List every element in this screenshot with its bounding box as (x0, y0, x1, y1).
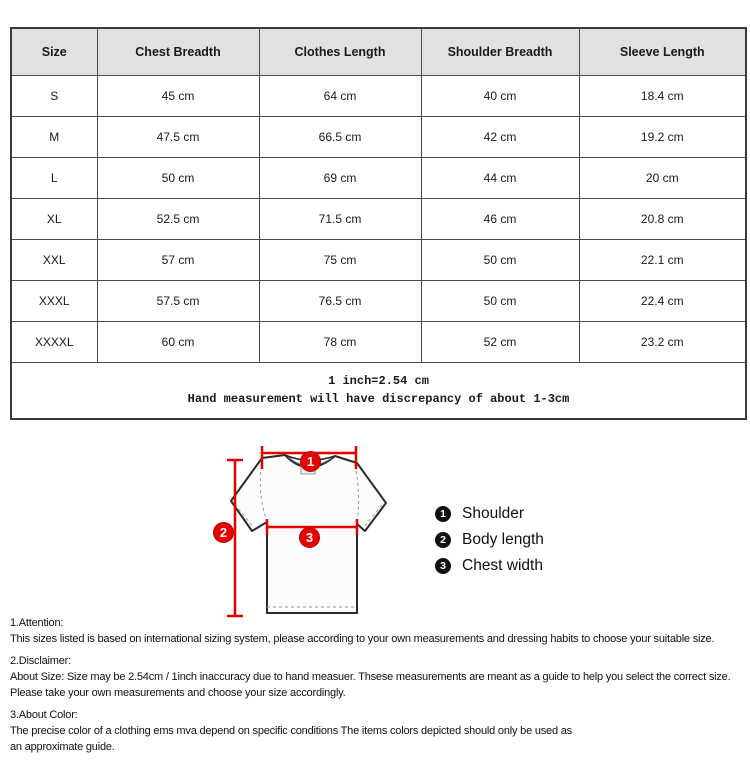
legend-item-chest-width (435, 557, 544, 575)
length-cell: 75 cm (259, 239, 421, 280)
legend-label-chest-width: Chest width (462, 557, 543, 574)
header-chest-breadth: Chest Breadth (97, 28, 259, 75)
measurement-legend (435, 505, 544, 583)
chest-cell: 52.5 cm (97, 198, 259, 239)
size-cell: XXXXL (11, 321, 97, 362)
shoulder-cell: 52 cm (421, 321, 579, 362)
table-row-m (11, 116, 746, 157)
sleeve-cell: 22.4 cm (579, 280, 746, 321)
marker-body-length: 2 (213, 522, 234, 543)
table-note-cell (11, 362, 746, 419)
chest-cell: 50 cm (97, 157, 259, 198)
size-cell: M (11, 116, 97, 157)
legend-item-shoulder (435, 505, 544, 523)
measurement-discrepancy-note: Hand measurement will have discrepancy of about 1-3cm (187, 392, 570, 407)
header-clothes-length: Clothes Length (259, 28, 421, 75)
sleeve-cell: 20 cm (579, 157, 746, 198)
attention-title: 1.Attention: (10, 617, 64, 629)
legend-bullet-3-icon: 3 (435, 558, 451, 574)
table-row-xxl (11, 239, 746, 280)
size-cell: S (11, 75, 97, 116)
length-cell: 69 cm (259, 157, 421, 198)
disclaimer-block (10, 653, 748, 701)
chest-cell: 57.5 cm (97, 280, 259, 321)
disclaimer-body-2: Please take your own measurements and choose your size accordingly. (10, 687, 346, 699)
about-color-body-1: The precise color of a clothing ems mva depend on specific conditions The items colors depicted should only be used as (10, 725, 572, 737)
shoulder-cell: 50 cm (421, 239, 579, 280)
size-cell: XXXL (11, 280, 97, 321)
table-row-xxxxl (11, 321, 746, 362)
length-cell: 64 cm (259, 75, 421, 116)
legend-bullet-2-icon: 2 (435, 532, 451, 548)
shoulder-cell: 44 cm (421, 157, 579, 198)
notes-section (10, 615, 748, 761)
about-color-body-2: an approximate guide. (10, 741, 115, 753)
sleeve-cell: 18.4 cm (579, 75, 746, 116)
marker-shoulder: 1 (300, 451, 321, 472)
size-cell: L (11, 157, 97, 198)
size-table (10, 27, 747, 420)
table-row-xl (11, 198, 746, 239)
header-size: Size (11, 28, 97, 75)
legend-bullet-1-icon: 1 (435, 506, 451, 522)
header-shoulder-breadth: Shoulder Breadth (421, 28, 579, 75)
header-sleeve-length: Sleeve Length (579, 28, 746, 75)
legend-label-body-length: Body length (462, 531, 544, 548)
table-row-xxxl (11, 280, 746, 321)
sleeve-cell: 22.1 cm (579, 239, 746, 280)
length-cell: 76.5 cm (259, 280, 421, 321)
legend-item-body-length (435, 531, 544, 549)
table-row-s (11, 75, 746, 116)
shoulder-cell: 40 cm (421, 75, 579, 116)
about-color-block (10, 707, 748, 755)
sleeve-cell: 19.2 cm (579, 116, 746, 157)
disclaimer-body-1: About Size: Size may be 2.54cm / 1inch inaccuracy due to hand measuer. Thsese measurements are meant as a guide to help you select the correct size. (10, 671, 731, 683)
attention-body: This sizes listed is based on international sizing system, please according to your own measurements and dressing habits to choose your suitable size. (10, 633, 715, 645)
size-table-header-row (11, 28, 746, 75)
chest-cell: 57 cm (97, 239, 259, 280)
length-cell: 71.5 cm (259, 198, 421, 239)
sleeve-cell: 20.8 cm (579, 198, 746, 239)
chest-cell: 45 cm (97, 75, 259, 116)
legend-label-shoulder: Shoulder (462, 505, 525, 522)
shoulder-cell: 50 cm (421, 280, 579, 321)
disclaimer-title: 2.Disclaimer: (10, 655, 71, 667)
length-cell: 78 cm (259, 321, 421, 362)
size-cell: XL (11, 198, 97, 239)
about-color-title: 3.About Color: (10, 709, 78, 721)
shoulder-cell: 42 cm (421, 116, 579, 157)
sleeve-cell: 23.2 cm (579, 321, 746, 362)
marker-chest-width: 3 (299, 527, 320, 548)
inch-conversion-note: 1 inch=2.54 cm (328, 374, 429, 389)
attention-block (10, 615, 748, 647)
chest-cell: 47.5 cm (97, 116, 259, 157)
length-cell: 66.5 cm (259, 116, 421, 157)
chest-cell: 60 cm (97, 321, 259, 362)
size-cell: XXL (11, 239, 97, 280)
shoulder-cell: 46 cm (421, 198, 579, 239)
table-row-l (11, 157, 746, 198)
table-note-row (11, 362, 746, 419)
